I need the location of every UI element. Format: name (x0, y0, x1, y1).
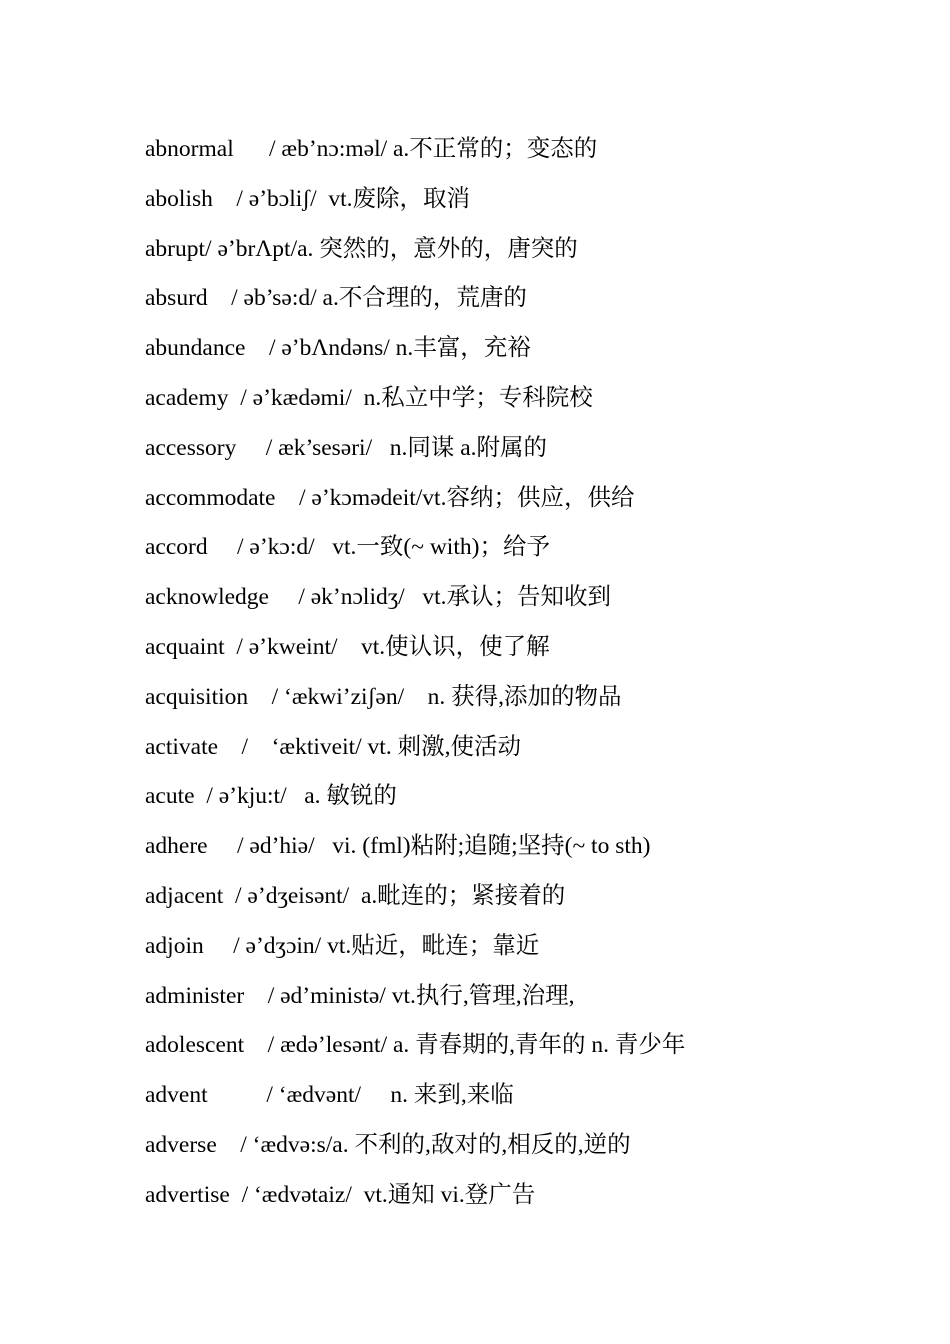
list-item: accommodate / ə’kɔmədeit/vt.容纳；供应，供给 (145, 484, 635, 511)
list-item: adjoin / ə’dʒɔin/ vt.贴近，毗连；靠近 (145, 932, 540, 959)
vocabulary-list (145, 131, 685, 1227)
list-item: adolescent / ædə’lesənt/ a. 青春期的,青年的 n. 青少年 (145, 1032, 686, 1059)
list-item: advent / ‘ædvənt/ n. 来到,来临 (145, 1082, 514, 1109)
list-item: accessory / æk’sesəri/ n.同谋 a.附属的 (145, 434, 548, 461)
list-item: adverse / ‘ædvə:s/a. 不利的,敌对的,相反的,逆的 (145, 1131, 631, 1158)
list-item: academy / ə’kædəmi/ n.私立中学；专科院校 (145, 384, 593, 411)
list-item: activate / ‘æktiveit/ vt. 刺激,使活动 (145, 733, 521, 760)
list-item: acquisition / ‘ækwi’ziʃən/ n. 获得,添加的物品 (145, 683, 622, 710)
list-item: abnormal / æb’nɔ:məl/ a.不正常的；变态的 (145, 136, 598, 162)
list-item: adjacent / ə’dʒeisənt/ a.毗连的；紧接着的 (145, 882, 566, 909)
list-item: accord / ə’kɔ:d/ vt.一致(~ with)；给予 (145, 534, 550, 561)
list-item: acknowledge / ək’nɔlidʒ/ vt.承认；告知收到 (145, 584, 611, 611)
list-item: abolish / ə’bɔliʃ/ vt.废除，取消 (145, 185, 471, 212)
list-item: absurd / əb’sə:d/ a.不合理的，荒唐的 (145, 285, 527, 312)
list-item: adhere / əd’hiə/ vi. (fml)粘附;追随;坚持(~ to sth) (145, 833, 651, 860)
list-item: advertise / ‘ædvətaiz/ vt.通知 vi.登广告 (145, 1181, 536, 1208)
list-item: administer / əd’ministə/ vt.执行,管理,治理, (145, 982, 575, 1009)
list-item: abundance / ə’bΛndəns/ n.丰富，充裕 (145, 335, 531, 362)
list-item: abrupt/ ə’brΛpt/a. 突然的，意外的，唐突的 (145, 235, 578, 262)
list-item: acquaint / ə’kweint/ vt.使认识，使了解 (145, 633, 550, 660)
list-item: acute / ə’kju:t/ a. 敏锐的 (145, 783, 397, 810)
